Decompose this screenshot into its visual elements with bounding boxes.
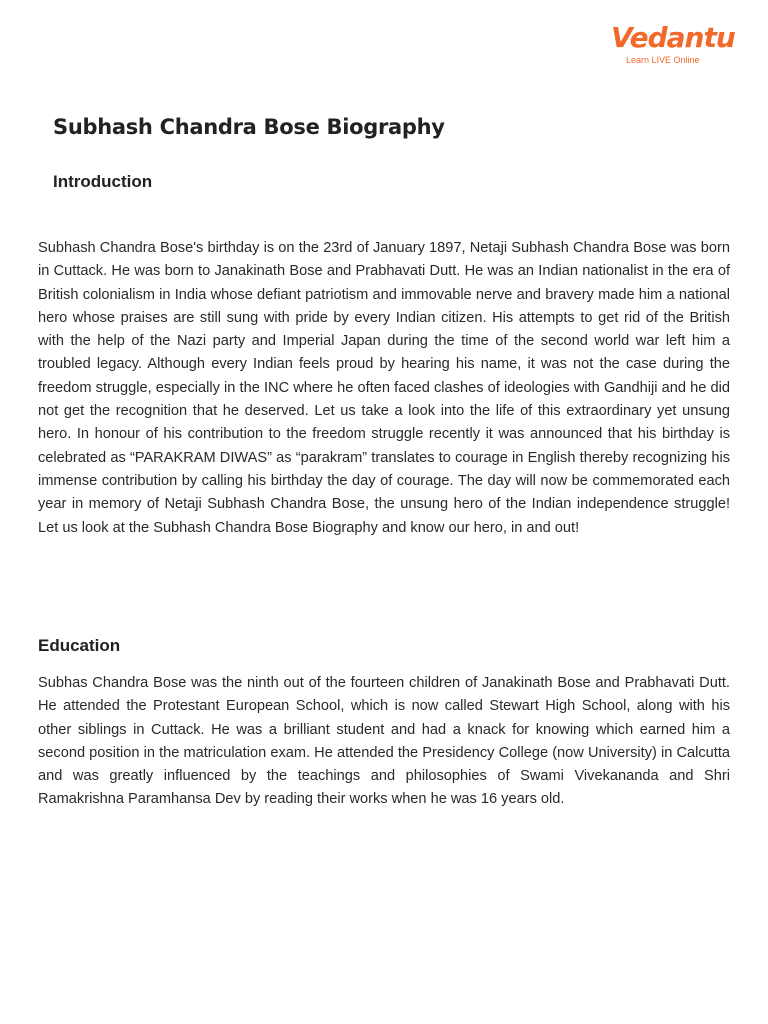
- vedantu-logo: [611, 21, 735, 74]
- logo-wordmark: Vedantu: [611, 21, 735, 54]
- education-paragraph: Subhas Chandra Bose was the ninth out of the fourteen children of Janakinath Bose and Prabhavati Dutt. He attended the Protestant European School, which is now called Stewart High School, along with his other siblings in Cuttack. He was a brilliant student and had a knack for knowing which earned him a second position in the matriculation exam. He attended the Presidency College (now University) in Calcutta and was greatly influenced by the teachings and philosophies of Swami Vivekananda and Shri Ramakrishna Paramhansa Dev by reading their works when he was 16 years old.: [38, 675, 730, 808]
- introduction-paragraph: Subhash Chandra Bose's birthday is on the 23rd of January 1897, Netaji Subhash Chandra Bose was born in Cuttack. He was born to Janakinath Bose and Prabhavati Dutt. He was an Indian nationalist in the era of British colonialism in India whose defiant patriotism and immovable nerve and bravery made him a national hero whose praises are still sung with pride by every Indian citizen. His attempts to get rid of the British with the help of the Nazi party and Imperial Japan during the time of the second world war left him a troubled legacy. Although every Indian feels proud by hearing his name, it was not the case during the freedom struggle, especially in the INC where he often faced clashes of ideologies with Gandhiji and he did not get the recognition that he deserved. Let us take a look into the life of this extraordinary yet unsung hero. In honour of his contribution to the freedom struggle recently it was announced that his birthday is celebrated as “PARAKRAM DIWAS” as “parakram” translates to courage in English thereby recognizing his immense contribution by calling his birthday the day of courage. The day will now be commemorated each year in memory of Netaji Subhash Chandra Bose, the unsung hero of the Indian independence struggle! Let us look at the Subhash Chandra Bose Biography and know our hero, in and out!: [38, 240, 730, 536]
- page-title: Subhash Chandra Bose Biography: [53, 115, 445, 139]
- logo-tagline: Learn LIVE Online: [626, 55, 700, 65]
- section-heading-education: Education: [38, 636, 121, 655]
- section-heading-introduction: Introduction: [53, 172, 153, 191]
